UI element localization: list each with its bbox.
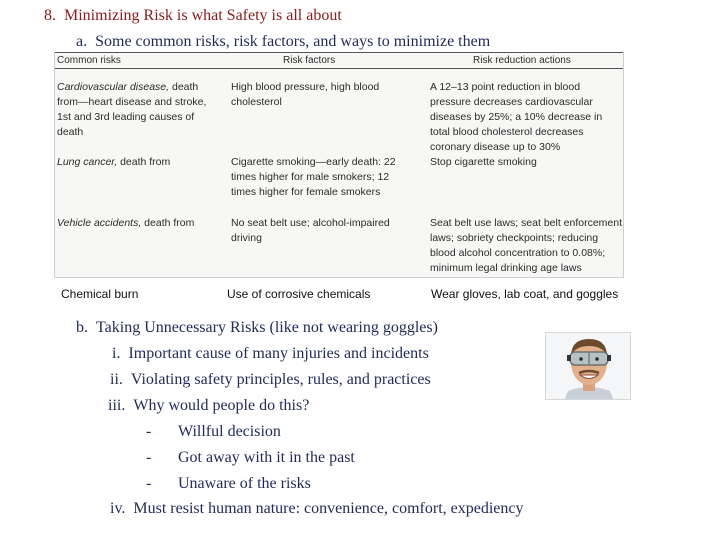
table-row-1-factor: High blood pressure, high blood cholesterol: [231, 81, 380, 108]
risk-table: [54, 52, 624, 278]
subheading-a: [76, 32, 490, 52]
list-item-number: iv.: [110, 500, 126, 517]
list-item: [110, 370, 431, 390]
table-row-1-action: A 12–13 point reduction in blood pressure decreases cardiovascular diseases by 25%; a 10% decrease in total blood cholesterol decreases coronary disease up to 30%: [430, 81, 603, 153]
risk-detail: death from: [144, 217, 195, 229]
bullet-item: [146, 422, 281, 442]
table-row-2-factor: Cigarette smoking—early death: 22 times higher for male smokers; 12 times higher for female smokers: [231, 156, 396, 198]
subheading-a-text: Some common risks, risk factors, and ways to minimize them: [95, 33, 491, 50]
person-illustration: [546, 333, 631, 400]
person-with-goggles-image: [545, 332, 631, 400]
list-item-text: Must resist human nature: convenience, comfort, expediency: [133, 500, 524, 517]
section-heading: [44, 6, 342, 26]
list-item-text: Important cause of many injuries and incidents: [128, 345, 429, 362]
bullet-mark: -: [146, 423, 152, 440]
table-row-2-risk: [57, 155, 217, 170]
subheading-b: [76, 318, 438, 338]
list-item: [110, 499, 524, 519]
table-row-3-factor: No seat belt use; alcohol-impaired driving: [231, 217, 390, 244]
risk-name: Vehicle accidents,: [57, 217, 142, 229]
risk-name: Cardiovascular disease,: [57, 81, 170, 93]
extra-row-action: Wear gloves, lab coat, and goggles: [431, 287, 619, 301]
list-item: [108, 396, 309, 416]
header-common-risks: Common risks: [57, 55, 121, 66]
header-risk-reduction: Risk reduction actions: [473, 55, 571, 66]
table-row-3-risk: [57, 216, 227, 231]
bullet-item: [146, 474, 311, 494]
table-row-2-action: Stop cigarette smoking: [430, 156, 537, 168]
bullet-text: Got away with it in the past: [178, 449, 355, 466]
table-header: [55, 53, 623, 69]
bullet-item: [146, 448, 355, 468]
extra-row-factor: Use of corrosive chemicals: [227, 287, 371, 301]
header-risk-factors: Risk factors: [283, 55, 336, 66]
bullet-mark: -: [146, 475, 152, 492]
section-number: 8.: [44, 7, 56, 24]
list-item-text: Violating safety principles, rules, and practices: [130, 371, 431, 388]
risk-detail: death from: [120, 156, 171, 168]
subheading-b-letter: b.: [76, 319, 88, 336]
list-item-number: ii.: [110, 371, 123, 388]
bullet-text: Unaware of the risks: [178, 475, 311, 492]
risk-name: Lung cancer,: [57, 156, 118, 168]
section-title: Minimizing Risk is what Safety is all about: [64, 7, 342, 24]
table-row-3-action: Seat belt use laws; seat belt enforcement laws; sobriety checkpoints; reducing blood alcohol concentration to 0.08%; minimum legal drinking age laws: [430, 217, 623, 274]
bullet-text: Willful decision: [178, 423, 281, 440]
risk-detail: death from—heart disease and stroke, 1st and 3rd leading causes of death: [57, 81, 207, 138]
subheading-b-text: Taking Unnecessary Risks (like not wearing goggles): [96, 319, 438, 336]
table-row-1-risk: [57, 80, 207, 140]
list-item-text: Why would people do this?: [133, 397, 310, 414]
extra-row-risk: Chemical burn: [61, 287, 139, 301]
list-item-number: i.: [112, 345, 121, 362]
subheading-a-letter: a.: [76, 33, 88, 50]
bullet-mark: -: [146, 449, 152, 466]
list-item-number: iii.: [108, 397, 126, 414]
list-item: [112, 344, 429, 364]
